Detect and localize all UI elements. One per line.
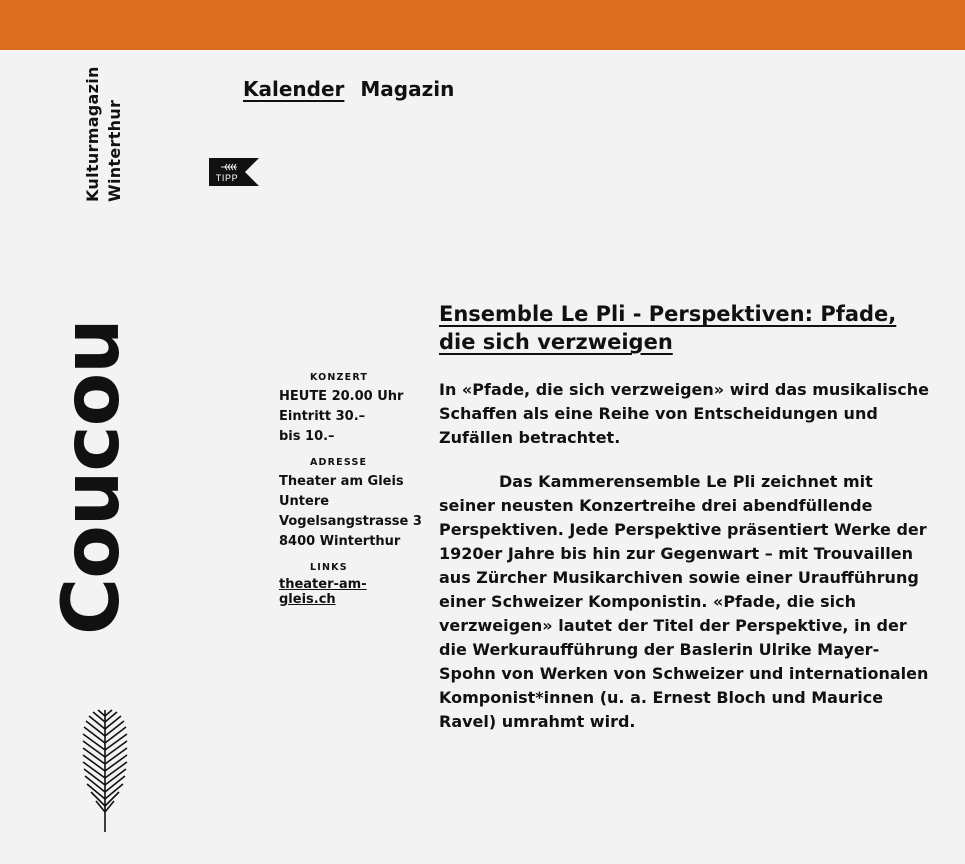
price-line-2: bis 10.– bbox=[279, 429, 335, 444]
tagline-line-2: Winterthur bbox=[105, 99, 124, 202]
article-title[interactable]: Ensemble Le Pli - Perspektiven: Pfade, die sich verzweigen bbox=[439, 302, 897, 354]
venue-link[interactable]: theater-am-gleis.ch bbox=[279, 577, 367, 607]
links-label: LINKS bbox=[310, 562, 348, 573]
address-line-1: Theater am Gleis bbox=[279, 474, 404, 489]
tipp-label: TIPP bbox=[215, 173, 239, 183]
tagline-line-1: Kulturmagazin bbox=[83, 66, 102, 202]
article-body: Das Kammerensemble Le Pli zeichnet mit seiner neusten Konzertreihe drei abendfüllende Perspektiven. Jede Perspektive präsentiert Werke der 1920er Jahre bis hin zur Gegenwart – mit Trouvaillen aus Zürcher Musikarchiven sowie einer Uraufführung einer Schweizer Komponistin. «Pfade, die sich verzweigen» lautet der Titel der Perspektive, in der die Werkuraufführung der Baslerin Ulrike Mayer-Spohn von Werken von Schweizer und internationalen Komponist*innen (u. a. Ernest Bloch und Maurice Ravel) umrahmt wird. bbox=[439, 472, 929, 731]
address-label: ADRESSE bbox=[310, 457, 368, 468]
address-line-3: Vogelsangstrasse 3 bbox=[279, 514, 422, 529]
brand-logo[interactable] bbox=[47, 270, 137, 635]
nav-item-magazin[interactable]: Magazin bbox=[360, 77, 455, 101]
main-nav bbox=[243, 77, 454, 101]
category-label: KONZERT bbox=[310, 372, 369, 383]
article-lead: In «Pfade, die sich verzweigen» wird das musikalische Schaffen als eine Reihe von Entscheidungen und Zufällen betrachtet. bbox=[439, 380, 929, 447]
event-article bbox=[439, 300, 929, 734]
address-line-2: Untere bbox=[279, 494, 330, 509]
event-links bbox=[279, 562, 419, 607]
address-line-4: 8400 Winterthur bbox=[279, 534, 401, 549]
brand-name[interactable]: Coucou bbox=[47, 319, 137, 635]
feather-icon bbox=[80, 708, 130, 834]
magazine-tagline bbox=[82, 66, 126, 202]
event-info bbox=[279, 372, 422, 617]
price-line-1: Eintritt 30.– bbox=[279, 409, 366, 424]
event-time: HEUTE 20.00 Uhr bbox=[279, 389, 404, 404]
tipp-badge bbox=[209, 158, 259, 188]
event-details bbox=[279, 372, 419, 447]
top-accent-bar bbox=[0, 0, 965, 50]
event-address bbox=[279, 457, 422, 552]
nav-item-kalender[interactable]: Kalender bbox=[243, 77, 345, 101]
